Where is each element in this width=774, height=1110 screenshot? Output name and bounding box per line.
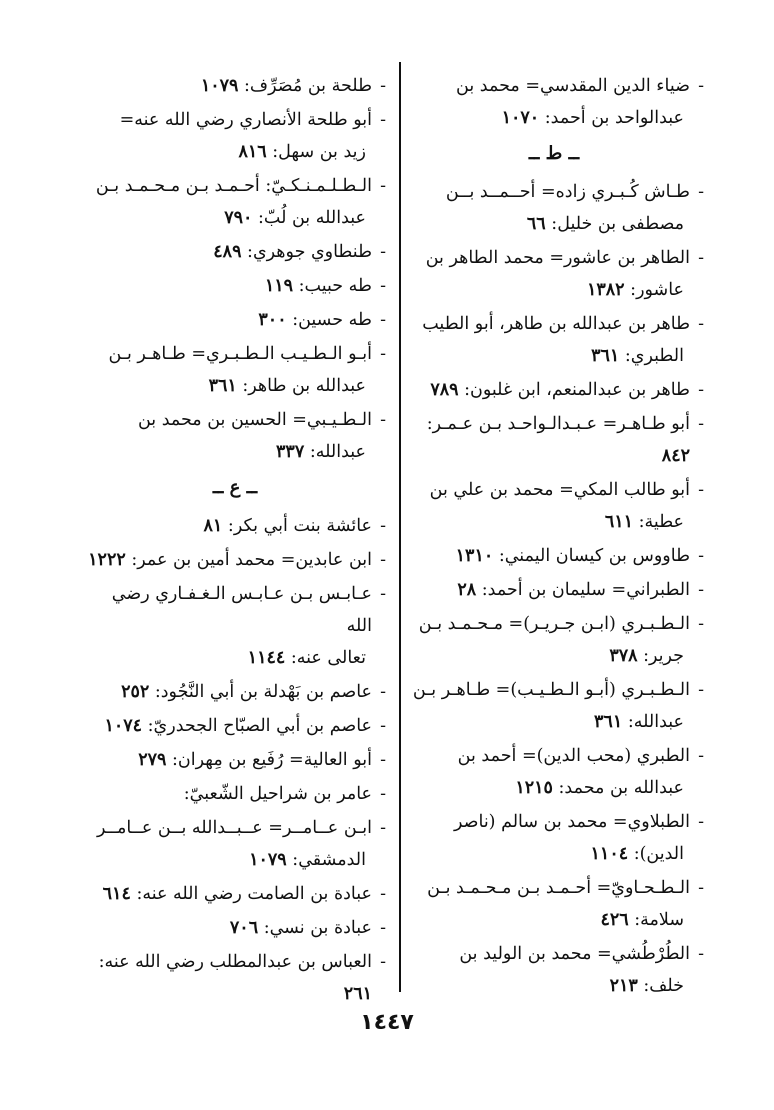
entry-dash: - (698, 380, 704, 400)
entry-dash: - (380, 516, 386, 536)
entry-page-number: ١٠٧٤ (104, 716, 143, 736)
index-entry (404, 408, 704, 472)
entry-text: أبو طلحة الأنصاري رضي الله عنه= (119, 110, 372, 130)
entry-dash: - (698, 878, 704, 898)
entry-text: الطبري (محب الدين)= أحمد بن (457, 746, 690, 766)
entry-page-number: ٣٦١ (591, 346, 620, 366)
entry-continuation (404, 340, 690, 372)
section-heading: ــ ع ــ (212, 477, 258, 498)
entry-continuation-text: عبدالله بن طاهر: (242, 376, 366, 396)
entry-text: طه حبيب: (298, 276, 372, 296)
entry-page-number: ٢٥٢ (121, 682, 150, 702)
entry-dash: - (380, 918, 386, 938)
entry-text: ابن عابدين= محمد أمين بن عمر: (131, 550, 372, 570)
entry-continuation (84, 370, 372, 402)
index-column-left (84, 70, 386, 1012)
index-entry (404, 474, 704, 538)
entry-dash: - (698, 480, 704, 500)
index-entry (84, 338, 386, 402)
entry-dash: - (380, 410, 386, 430)
entry-text: طاووس بن كيسان اليمني: (498, 546, 690, 566)
entry-dash: - (698, 746, 704, 766)
entry-text: الطُرْطُشي= محمد بن الوليد بن (459, 944, 690, 964)
index-entry (84, 812, 386, 876)
entry-text: طاهر بن عبدالله بن طاهر، أبو الطيب (422, 314, 690, 334)
entry-continuation (404, 506, 690, 538)
entry-text: عـابـس بـن عـابـس الـغـفـاري رضي الله (111, 584, 372, 636)
entry-dash: - (698, 546, 704, 566)
entry-continuation-text: عبدالله: (309, 442, 366, 462)
entry-dash: - (380, 76, 386, 96)
entry-text: أبو طالب المكي= محمد بن علي بن (429, 480, 690, 500)
index-entry (404, 540, 704, 572)
entry-page-number: ٧٩٠ (224, 208, 253, 228)
entry-continuation (404, 838, 690, 870)
entry-dash: - (380, 110, 386, 130)
entry-page-number: ١١٩ (264, 276, 294, 296)
entry-page-number: ١٢١٥ (515, 778, 553, 798)
index-entry (84, 510, 386, 542)
entry-continuation-text: جرير: (643, 646, 684, 666)
entry-dash: - (380, 682, 386, 702)
index-entry (84, 170, 386, 234)
entry-dash: - (698, 182, 704, 202)
entry-continuation-text: الطبري: (624, 346, 684, 366)
entry-page-number: ٣٣٧ (276, 442, 305, 462)
entry-page-number: ٧٨٩ (430, 380, 459, 400)
index-entry (84, 544, 386, 576)
page-number: ١٤٤٧ (360, 1010, 414, 1035)
entry-continuation (84, 136, 372, 168)
index-entry (84, 878, 386, 910)
entry-text: الـطـيـبي= الحسين بن محمد بن (137, 410, 372, 430)
entry-dash: - (380, 784, 386, 804)
index-entry (84, 104, 386, 168)
entry-continuation (404, 970, 690, 1002)
entry-continuation-text: عبدالله: (627, 712, 684, 732)
entry-page-number: ٣٧٨ (609, 646, 638, 666)
index-entry (84, 578, 386, 674)
entry-continuation (404, 706, 690, 738)
entry-continuation-text: الدمشقي: (292, 850, 366, 870)
entry-page-number: ٦١١ (604, 512, 634, 532)
entry-text: طلحة بن مُصَرِّف: (244, 76, 372, 96)
index-entry (404, 242, 704, 306)
entry-dash: - (380, 242, 386, 262)
entry-text: الطبراني= سليمان بن أحمد: (481, 580, 690, 600)
entry-continuation (84, 642, 372, 674)
entry-dash: - (698, 944, 704, 964)
entry-page-number: ١٠٧٩ (249, 850, 287, 870)
index-entry (84, 404, 386, 468)
entry-continuation (404, 274, 690, 306)
entry-dash: - (380, 276, 386, 296)
entry-dash: - (380, 310, 386, 330)
entry-text: عاصم بن أبي الصبّاح الجحدريّ: (147, 716, 372, 736)
entry-dash: - (380, 952, 386, 972)
entry-text: العباس بن عبدالمطلب رضي الله عنه: (98, 952, 372, 972)
entry-text: طه حسين: (292, 310, 372, 330)
entry-page-number: ٧٠٦ (229, 918, 259, 938)
entry-dash: - (698, 580, 704, 600)
entry-continuation (404, 208, 690, 240)
entry-text: عبادة بن نسي: (263, 918, 372, 938)
entry-text: ضياء الدين المقدسي= محمد بن (456, 76, 690, 96)
entry-continuation (84, 202, 372, 234)
index-entry (404, 608, 704, 672)
entry-continuation-text: الدين): (633, 844, 684, 864)
entry-dash: - (380, 584, 386, 604)
entry-continuation-text: عبدالله بن محمد: (558, 778, 684, 798)
entry-page-number: ٣٠٠ (258, 310, 287, 330)
index-entry (84, 912, 386, 944)
entry-text: أبـو الـطـيـب الـطـبـري= طـاهـر بـن (108, 344, 372, 364)
entry-text: الـطـبـري (أبـو الـطـيـب)= طـاهـر بـن (412, 680, 690, 700)
entry-continuation-text: زيد بن سهل: (272, 142, 366, 162)
index-entry (84, 70, 386, 102)
entry-continuation (84, 436, 372, 468)
index-entry (404, 308, 704, 372)
entry-dash: - (380, 818, 386, 838)
entry-page-number: ١٠٧٩ (200, 76, 239, 96)
index-entry (404, 740, 704, 804)
entry-continuation-text: عاشور: (630, 280, 684, 300)
entry-page-number: ٢٧٩ (138, 750, 167, 770)
entry-page-number: ١٣٨٢ (586, 280, 625, 300)
index-entry (404, 70, 704, 134)
entry-text: الـطـلـمـنـكـيّ: أحـمـد بـن مـحـمـد بـن (95, 176, 372, 196)
index-entry (404, 806, 704, 870)
entry-text: طاهر بن عبدالمنعم، ابن غلبون: (464, 380, 690, 400)
index-entry (84, 744, 386, 776)
index-entry (84, 676, 386, 708)
index-entry (84, 710, 386, 742)
entry-text: الطاهر بن عاشور= محمد الطاهر بن (425, 248, 690, 268)
entry-page-number: ٢٨ (457, 580, 477, 600)
entry-text: ابـن عــامــر= عــبــدالله بــن عــامــر (97, 818, 372, 838)
index-entry (84, 270, 386, 302)
entry-page-number: ٢٦١ (343, 984, 372, 1004)
entry-page-number: ٣٦١ (594, 712, 623, 732)
entry-continuation-text: عطية: (638, 512, 684, 532)
entry-page-number: ٢١٣ (609, 976, 638, 996)
entry-text: طـاش كُـبـري زاده= أحــمــد بــن (445, 182, 690, 202)
entry-page-number: ٨٤٢ (661, 446, 690, 466)
section-heading: ــ ط ــ (528, 143, 580, 164)
entry-page-number: ١٢٢٢ (88, 550, 126, 570)
entry-page-number: ١٠٧٠ (501, 108, 540, 128)
entry-continuation (404, 102, 690, 134)
entry-text: عاصم بن بَهْدلة بن أبي النَّجُود: (154, 682, 372, 702)
entry-text: الطبلاوي= محمد بن سالم (ناصر (453, 812, 690, 832)
entry-page-number: ٤٢٦ (600, 910, 629, 930)
entry-page-number: ٣٦١ (208, 376, 237, 396)
entry-page-number: ٤٨٩ (213, 242, 242, 262)
entry-text: الـطـحـاويّ= أحـمـد بـن مـحـمـد بـن (427, 878, 690, 898)
index-entry (404, 176, 704, 240)
entry-page-number: ١١٠٤ (590, 844, 629, 864)
index-entry (404, 938, 704, 1002)
entry-dash: - (380, 344, 386, 364)
index-entry (404, 872, 704, 936)
entry-text: عبادة بن الصامت رضي الله عنه: (136, 884, 372, 904)
entry-dash: - (380, 716, 386, 736)
entry-dash: - (698, 680, 704, 700)
entry-dash: - (698, 314, 704, 334)
entry-dash: - (698, 248, 704, 268)
entry-dash: - (380, 176, 386, 196)
entry-page-number: ٦٦ (526, 214, 546, 234)
entry-continuation-text: خلف: (643, 976, 684, 996)
entry-dash: - (698, 614, 704, 634)
entry-dash: - (698, 76, 704, 96)
entry-continuation (84, 844, 372, 876)
entry-page-number: ١١٤٤ (247, 648, 286, 668)
index-entry (84, 304, 386, 336)
entry-dash: - (380, 884, 386, 904)
index-entry (84, 778, 386, 810)
entry-dash: - (698, 812, 704, 832)
index-entry (404, 674, 704, 738)
index-entry (404, 374, 704, 406)
entry-dash: - (698, 414, 704, 434)
entry-continuation (404, 904, 690, 936)
index-entry (84, 946, 386, 1010)
column-divider (399, 62, 401, 992)
entry-continuation (404, 640, 690, 672)
entry-text: طنطاوي جوهري: (247, 242, 372, 262)
entry-continuation-text: عبدالواحد بن أحمد: (544, 108, 684, 128)
entry-text: أبو العالية= رُفَيع بن مِهران: (172, 750, 372, 770)
entry-page-number: ١٣١٠ (455, 546, 494, 566)
entry-page-number: ٨١٦ (238, 142, 267, 162)
index-entry (404, 574, 704, 606)
entry-text: الـطـبـري (ابـن جـريـر)= مـحـمـد بـن (418, 614, 690, 634)
entry-text: أبو طـاهـر= عـبـدالـواحـد بـن عـمـر: (426, 414, 690, 434)
entry-continuation-text: مصطفى بن خليل: (551, 214, 684, 234)
index-entry (84, 236, 386, 268)
entry-continuation-text: تعالى عنه: (290, 648, 366, 668)
entry-continuation-text: عبدالله بن لُبّ: (257, 208, 366, 228)
entry-page-number: ٦١٤ (102, 884, 131, 904)
entry-continuation (404, 772, 690, 804)
index-column-right (404, 70, 704, 1004)
entry-text: عائشة بنت أبي بكر: (227, 516, 372, 536)
entry-continuation-text: سلامة: (634, 910, 684, 930)
entry-page-number: ٨١ (203, 516, 223, 536)
entry-dash: - (380, 750, 386, 770)
entry-text: عامر بن شراحيل الشّعبيّ: (183, 784, 372, 804)
entry-dash: - (380, 550, 386, 570)
